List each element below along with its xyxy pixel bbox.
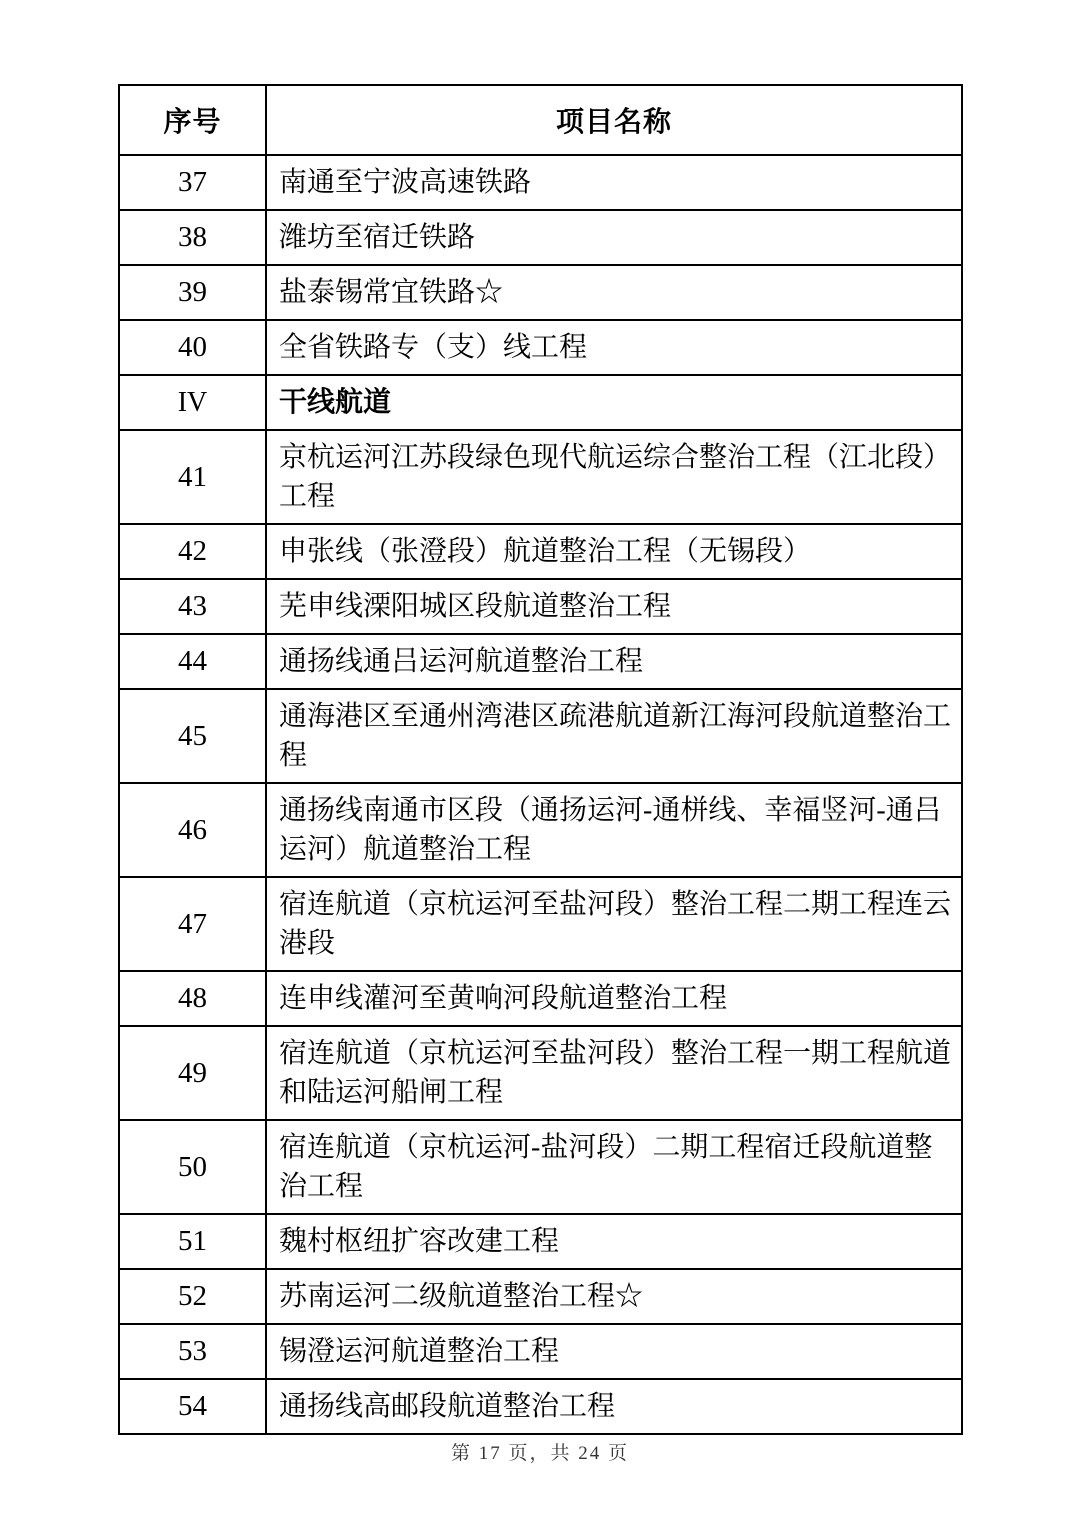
- row-project-name: 全省铁路专（支）线工程: [266, 320, 962, 375]
- table-row: [119, 1324, 962, 1379]
- row-serial-number: 39: [119, 265, 266, 320]
- row-project-name: 锡澄运河航道整治工程: [266, 1324, 962, 1379]
- table-row: [119, 430, 962, 524]
- table-row: [119, 634, 962, 689]
- row-project-name: 通扬线高邮段航道整治工程: [266, 1379, 962, 1434]
- row-project-name: 干线航道: [266, 375, 962, 430]
- row-project-name: 苏南运河二级航道整治工程☆: [266, 1269, 962, 1324]
- row-serial-number: 54: [119, 1379, 266, 1434]
- header-project-name: 项目名称: [266, 85, 962, 155]
- row-project-name: 盐泰锡常宜铁路☆: [266, 265, 962, 320]
- page-number-footer: 第 17 页，共 24 页: [450, 1443, 629, 1464]
- table-row: [119, 1214, 962, 1269]
- row-serial-number: 44: [119, 634, 266, 689]
- table-row: [119, 210, 962, 265]
- table-row: [119, 971, 962, 1026]
- table-row: [119, 375, 962, 430]
- row-project-name: 宿连航道（京杭运河至盐河段）整治工程二期工程连云港段: [266, 877, 962, 971]
- table-row: [119, 1269, 962, 1324]
- row-project-name: 通海港区至通州湾港区疏港航道新江海河段航道整治工程: [266, 689, 962, 783]
- row-project-name: 魏村枢纽扩容改建工程: [266, 1214, 962, 1269]
- row-serial-number: 37: [119, 155, 266, 210]
- row-serial-number: 52: [119, 1269, 266, 1324]
- table-row: [119, 1026, 962, 1120]
- row-project-name: 宿连航道（京杭运河-盐河段）二期工程宿迁段航道整治工程: [266, 1120, 962, 1214]
- row-project-name: 潍坊至宿迁铁路: [266, 210, 962, 265]
- row-project-name: 京杭运河江苏段绿色现代航运综合整治工程（江北段）工程: [266, 430, 962, 524]
- project-table-header: [119, 85, 962, 155]
- row-serial-number: 38: [119, 210, 266, 265]
- table-row: [119, 155, 962, 210]
- table-row: [119, 1379, 962, 1434]
- table-row: [119, 320, 962, 375]
- row-project-name: 芜申线溧阳城区段航道整治工程: [266, 579, 962, 634]
- row-serial-number: 49: [119, 1026, 266, 1120]
- row-serial-number: 42: [119, 524, 266, 579]
- row-serial-number: 47: [119, 877, 266, 971]
- row-serial-number: 50: [119, 1120, 266, 1214]
- row-serial-number: 48: [119, 971, 266, 1026]
- row-serial-number: 43: [119, 579, 266, 634]
- row-project-name: 通扬线南通市区段（通扬运河-通栟线、幸福竖河-通吕运河）航道整治工程: [266, 783, 962, 877]
- row-serial-number: 45: [119, 689, 266, 783]
- row-project-name: 申张线（张澄段）航道整治工程（无锡段）: [266, 524, 962, 579]
- table-row: [119, 579, 962, 634]
- table-row: [119, 265, 962, 320]
- row-project-name: 连申线灌河至黄响河段航道整治工程: [266, 971, 962, 1026]
- header-row: [119, 85, 962, 155]
- project-table: [118, 84, 963, 1435]
- row-serial-number: 53: [119, 1324, 266, 1379]
- row-serial-number: IV: [119, 375, 266, 430]
- table-row: [119, 689, 962, 783]
- row-project-name: 南通至宁波高速铁路: [266, 155, 962, 210]
- table-row: [119, 877, 962, 971]
- row-serial-number: 46: [119, 783, 266, 877]
- row-serial-number: 41: [119, 430, 266, 524]
- row-project-name: 宿连航道（京杭运河至盐河段）整治工程一期工程航道和陆运河船闸工程: [266, 1026, 962, 1120]
- project-table-body: [119, 155, 962, 1434]
- row-project-name: 通扬线通吕运河航道整治工程: [266, 634, 962, 689]
- table-row: [119, 524, 962, 579]
- row-serial-number: 40: [119, 320, 266, 375]
- header-serial-number: 序号: [119, 85, 266, 155]
- table-row: [119, 783, 962, 877]
- table-row: [119, 1120, 962, 1214]
- row-serial-number: 51: [119, 1214, 266, 1269]
